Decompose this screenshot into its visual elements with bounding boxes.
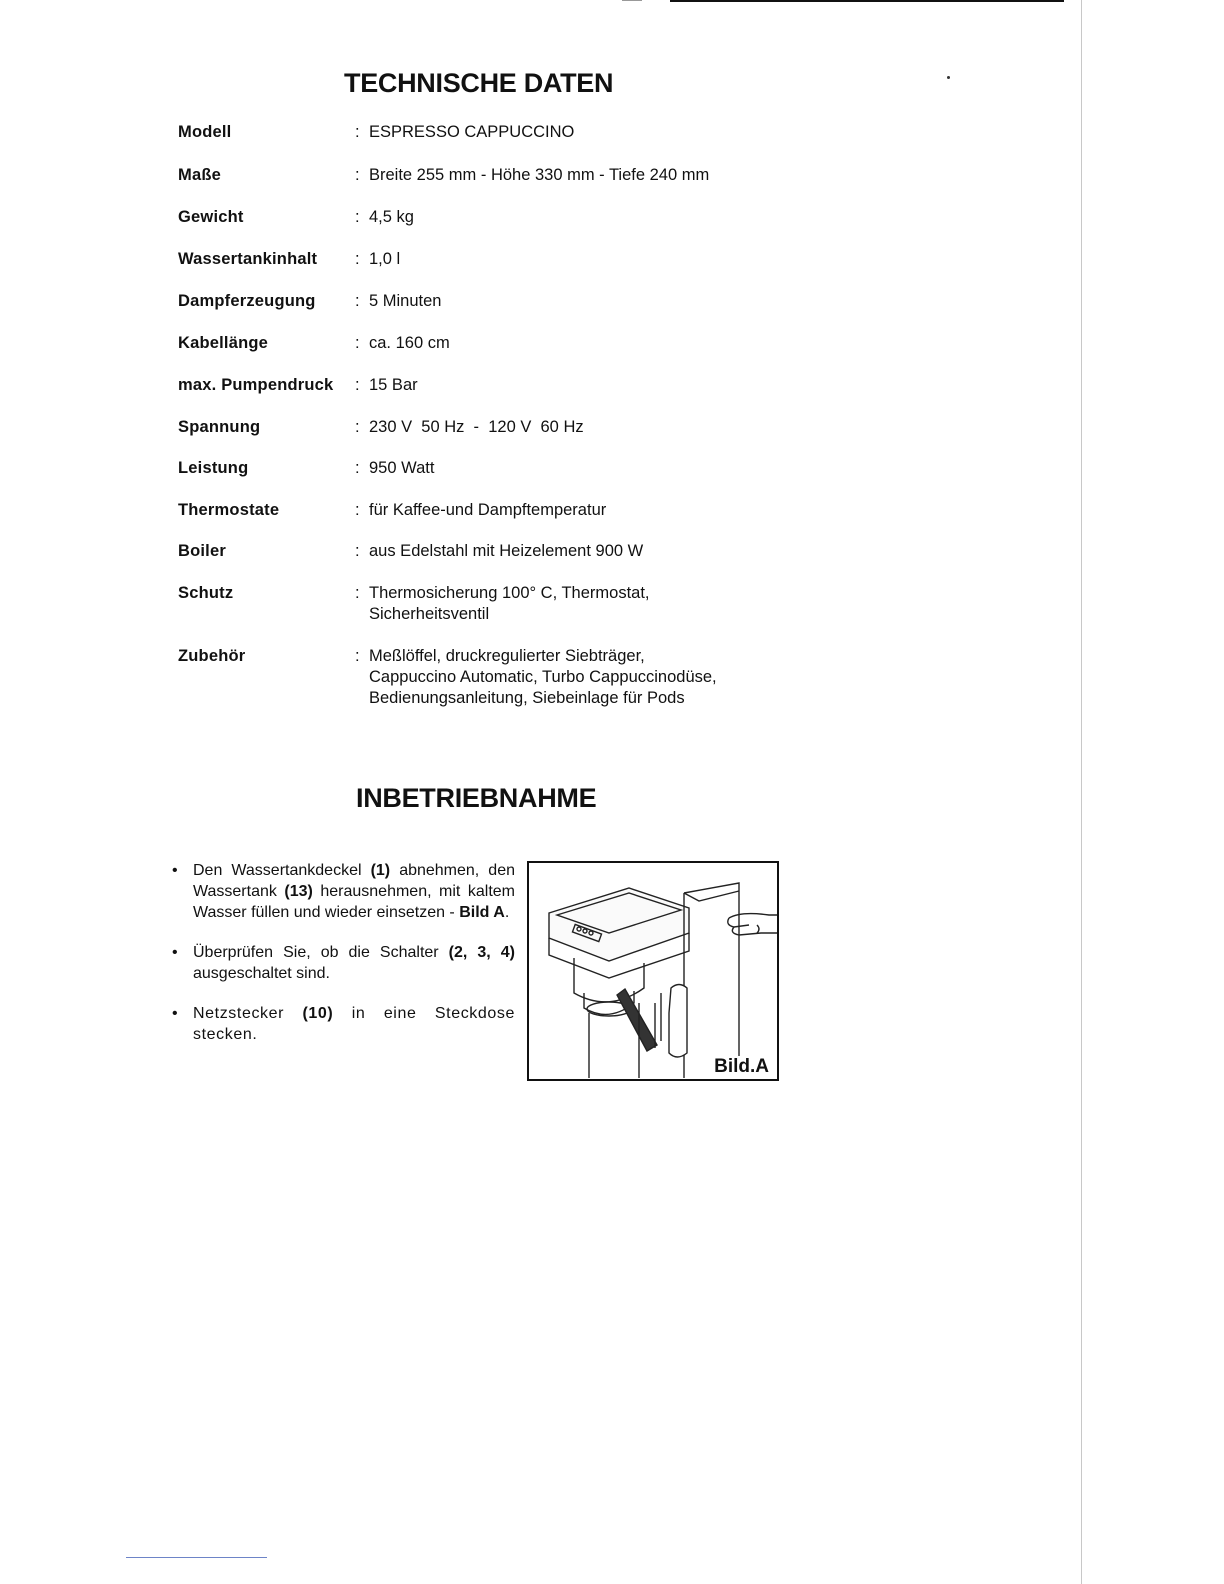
spec-value: : 15 Bar (355, 376, 418, 394)
spec-value: : 230 V 50 Hz - 120 V 60 Hz (355, 418, 584, 436)
top-rule (670, 0, 1064, 2)
figure-reference: Bild A (459, 904, 505, 921)
figure-bild-a (527, 861, 779, 1081)
spec-value: : aus Edelstahl mit Heizelement 900 W (355, 542, 644, 560)
section-title-inbetriebnahme: INBETRIEBNAHME (356, 783, 597, 813)
spec-value: : für Kaffee-und Dampftemperatur (355, 501, 607, 519)
spec-label: Kabellänge (178, 334, 269, 352)
spec-value: : Meßlöffel, druckregulierter Siebträger, Cappuccino Automatic, Turbo Cappuccinodüse, Bedienungsanleitung, Siebeinlage für Pods (355, 647, 717, 707)
section-title-technische-daten: TECHNISCHE DATEN (344, 68, 614, 98)
spec-label: Thermostate (178, 501, 280, 519)
spec-value: : 950 Watt (355, 459, 435, 477)
spec-label: Wassertankinhalt (178, 250, 318, 268)
spec-label: Spannung (178, 418, 261, 436)
spec-label: Dampferzeugung (178, 292, 316, 310)
espresso-machine-illustration (529, 863, 779, 1081)
instruction-item: • Netzstecker (10) in eine Steckdose stecken. (172, 1003, 515, 1045)
instruction-list (172, 860, 515, 1064)
spec-value: : ca. 160 cm (355, 334, 450, 352)
spec-value: : Thermosicherung 100° C, Thermostat, Sicherheitsventil (355, 584, 650, 623)
spec-label: Schutz (178, 584, 234, 602)
spec-value: : ESPRESSO CAPPUCCINO (355, 123, 575, 141)
page-edge-line (1081, 0, 1082, 1584)
spec-value: : 5 Minuten (355, 292, 442, 310)
spec-value: : Breite 255 mm - Höhe 330 mm - Tiefe 240 mm (355, 166, 710, 184)
instruction-item: • Den Wassertankdeckel (1) abnehmen, den Wassertank (13) herausnehmen, mit kaltem Wasser füllen und wieder einsetzen - Bild A. (172, 860, 515, 923)
spec-label: Modell (178, 123, 232, 141)
spec-value: : 4,5 kg (355, 208, 414, 226)
scan-speck (947, 76, 950, 79)
spec-value: : 1,0 l (355, 250, 401, 268)
spec-label: Zubehör (178, 647, 246, 665)
top-edge-mark (622, 0, 642, 1)
spec-label: Leistung (178, 459, 249, 477)
spec-label: Maße (178, 166, 221, 184)
spec-label: Gewicht (178, 208, 244, 226)
spec-label: max. Pumpendruck (178, 376, 334, 394)
figure-caption: Bild.A (714, 1056, 769, 1077)
spec-label: Boiler (178, 542, 226, 560)
bottom-rule (126, 1557, 267, 1558)
instruction-item: • Überprüfen Sie, ob die Schalter (2, 3, 4) ausgeschaltet sind. (172, 942, 515, 984)
